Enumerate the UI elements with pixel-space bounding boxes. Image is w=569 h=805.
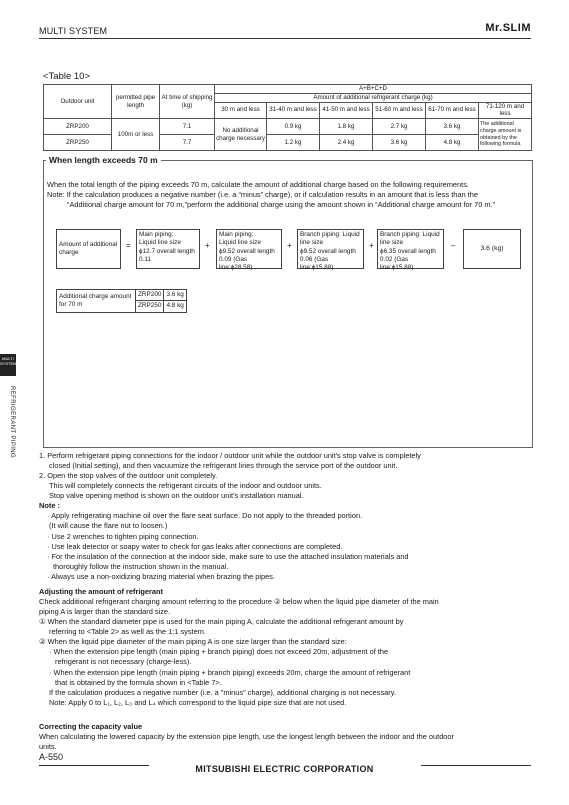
col-outdoor-unit: Outdoor unit xyxy=(44,85,112,119)
range-header: 51-60 m and less xyxy=(373,102,426,119)
note-item: · For the insulation of the connection at the indoor side, make sure to use the attached insulation materials and xyxy=(47,551,409,561)
cell-permitted: 100m or less xyxy=(112,119,160,151)
capacity-line: When calculating the lowered capacity by the extension pipe length, use the longest length between the indoor and the outdoor xyxy=(39,732,454,742)
section-text: When the total length of the piping exceeds 70 m, calculate the amount of additional charge based on the following requirements. xyxy=(47,180,469,189)
term-line: Branch piping: Liquid xyxy=(300,231,360,238)
note-item: · Use 2 wrenches to tighten piping connection. xyxy=(47,531,199,541)
term-factor: 0.06 (Gas line:ϕ15.88) xyxy=(300,255,334,272)
table-10 xyxy=(43,84,532,151)
section-note: Note: If the calculation produces a negative number (i.e. a “minus” charge), or if calculation results in an amount that is less than the xyxy=(47,189,478,199)
cell-value: 3.6 kg xyxy=(426,119,479,135)
acc-label: Additional charge amount for 70 m xyxy=(57,290,136,313)
cell-value: 3.6 kg xyxy=(373,135,426,151)
cell-value: 1.8 kg xyxy=(320,119,373,135)
step-line: closed (Initial setting), and then vacuumize the refrigerant lines through the service port of the outdoor unit. xyxy=(49,461,398,471)
step-line: 1. Perform refrigerant piping connections for the indoor / outdoor unit while the outdoor unit's stop valve is completely xyxy=(39,451,421,460)
range-header: 41-50 m and less xyxy=(320,102,373,119)
cell-value: 4.8 kg xyxy=(164,301,186,312)
cell-no-additional: No additional charge necessary xyxy=(215,119,267,151)
adjust-line: · When the extension pipe length (main piping + branch piping) exceeds 20m, charge the amount of refrigerant xyxy=(49,667,411,677)
term-line: Main piping: xyxy=(139,231,174,238)
adjust-line: refrigerant is not necessary (charge-less). xyxy=(55,657,192,667)
additional-charge-70m-table xyxy=(56,289,187,313)
adjust-line: piping A is larger than the standard size. xyxy=(39,607,171,617)
adjust-line: ① When the standard diameter pipe is used for the main piping A, calculate the additional refrigerant amount by xyxy=(39,617,404,627)
cell-value: 4.8 kg xyxy=(426,135,479,151)
note-item: thoroughly follow the instruction shown in the manual. xyxy=(53,561,229,571)
capacity-block xyxy=(39,722,539,752)
formula-term-branch-635 xyxy=(377,229,444,272)
step-line: Stop valve opening method is shown on the outdoor unit's installation manual. xyxy=(49,491,304,501)
adjust-line: Check additional refrigerant charging amount referring to the procedure ② below when the liquid pipe diameter of the main xyxy=(39,597,439,607)
cell-value: 3.6 kg xyxy=(164,290,186,301)
col-amount: Amount of additional refrigerant charge (kg) xyxy=(215,93,532,102)
term-line: ϕ9.52 overall length xyxy=(219,247,275,255)
cell-shipping: 7.1 xyxy=(160,119,215,135)
term-line: ϕ9.52 overall length xyxy=(300,247,356,255)
range-header: 30 m and less xyxy=(215,102,267,119)
page-number: A-550 xyxy=(39,752,64,762)
cell-unit: ZRP250 xyxy=(44,135,112,151)
formula-term-main-952 xyxy=(216,229,282,272)
equals-sign: = xyxy=(126,241,131,250)
formula-term-branch-952 xyxy=(297,229,364,272)
term-factor: 0.02 (Gas line:ϕ15.88) xyxy=(380,255,414,272)
cell-unit: ZRP200 xyxy=(44,119,112,135)
capacity-line: units. xyxy=(39,742,57,752)
note-title: Note : xyxy=(39,501,60,511)
adjust-line: that is obtained by the formula shown in <Table 7>. xyxy=(55,677,222,687)
term-line: Branch piping: Liquid xyxy=(380,231,440,238)
adjust-line: referring to <Table 2> as well as the 1:1 system. xyxy=(49,627,206,637)
steps-block xyxy=(39,451,539,582)
plus-sign: + xyxy=(369,241,374,250)
col-shipping: At time of shipping (kg) xyxy=(160,85,215,119)
term-line: Liquid line size xyxy=(219,239,261,247)
adjust-line: If the calculation produces a negative number (i.e. a "minus" charge), additional charging is not necessary. xyxy=(49,687,396,697)
range-header: 71-120 m and less xyxy=(479,102,532,119)
adjust-block xyxy=(39,587,539,708)
adjust-title: Adjusting the amount of refrigerant xyxy=(39,587,163,596)
adjust-line: Note: Apply 0 to L₁, L₂, L₃ and L₄ which correspond to the liquid pipe size that are not used. xyxy=(49,697,347,707)
section-note-cont: “Additional charge amount for 70 m,”perform the additional charge using the amount shown in “Additional charge amount for 70 m.” xyxy=(67,199,496,209)
step-line: This will completely connects the refrigerant circuits of the indoor and outdoor units. xyxy=(49,481,322,491)
note-item: · Always use a non-oxidizing brazing material when brazing the pipes. xyxy=(47,571,276,581)
minus-sign: – xyxy=(451,241,456,250)
cell-value: 2.7 kg xyxy=(373,119,426,135)
cell-unit: ZRP200 xyxy=(136,290,164,301)
capacity-title: Correcting the capacity value xyxy=(39,722,143,731)
table-row xyxy=(44,119,532,135)
range-header: 61-70 m and less xyxy=(426,102,479,119)
cell-value: 1.2 kg xyxy=(267,135,320,151)
table-row xyxy=(57,290,187,301)
plus-sign: + xyxy=(287,241,292,250)
table-title: <Table 10> xyxy=(43,71,91,82)
range-header: 31-40 m and less xyxy=(267,102,320,119)
cell-value: 2.4 kg xyxy=(320,135,373,151)
note-item: · Use leak detector or soapy water to check for gas leaks after connections are completed. xyxy=(47,541,343,551)
term-factor: 0.11 xyxy=(139,255,151,263)
plus-sign: + xyxy=(205,241,210,250)
term-line: ϕ6.35 overall length xyxy=(380,247,436,255)
side-tab: MULTI SYSTEM xyxy=(0,354,16,376)
section-header: MULTI SYSTEM xyxy=(39,26,108,36)
col-abcd: A+B+C+D xyxy=(215,85,532,94)
term-line: ϕ12.7 overall length xyxy=(139,247,195,255)
side-label: REFRIGERANT PIPING xyxy=(9,386,15,459)
term-line: line size xyxy=(380,239,404,247)
step-line: 2. Open the stop valves of the outdoor unit completely. xyxy=(39,471,218,481)
note-item: (It will cause the flare nut to loosen.) xyxy=(49,521,168,531)
cell-value: 0.9 kg xyxy=(267,119,320,135)
footer-brand: MITSUBISHI ELECTRIC CORPORATION xyxy=(195,764,374,774)
cell-shipping: 7.7 xyxy=(160,135,215,151)
term-line: Liquid line size xyxy=(139,239,181,247)
formula-term-main-127 xyxy=(136,229,200,269)
section-title: When length exceeds 70 m xyxy=(46,155,161,165)
cell-unit: ZRP250 xyxy=(136,301,164,312)
term-factor: 0.09 (Gas line:ϕ28.58) xyxy=(219,255,253,272)
adjust-line: ② When the liquid pipe diameter of the main piping A is one size larger than the standard size: xyxy=(39,637,347,647)
adjust-line: · When the extension pipe length (main piping + branch piping) does not exceed 20m, adjustment of the xyxy=(49,647,389,657)
note-item: · Apply refrigerating machine oil over the flare seat surface. Do not apply to the threaded portion. xyxy=(47,511,363,521)
formula-result: 3.6 (kg) xyxy=(463,229,521,269)
formula-lhs: Amount of additional charge xyxy=(56,229,121,269)
term-line: line size xyxy=(300,239,324,247)
col-permitted-length: permitted pipe length xyxy=(112,85,160,119)
brand-logo: Mr.SLIM xyxy=(485,22,531,34)
section-body xyxy=(47,180,527,210)
cell-note-formula: The additional charge amount is obtained by the following formula xyxy=(479,119,532,151)
header-divider xyxy=(39,38,531,39)
term-line: Main piping: xyxy=(219,231,254,238)
